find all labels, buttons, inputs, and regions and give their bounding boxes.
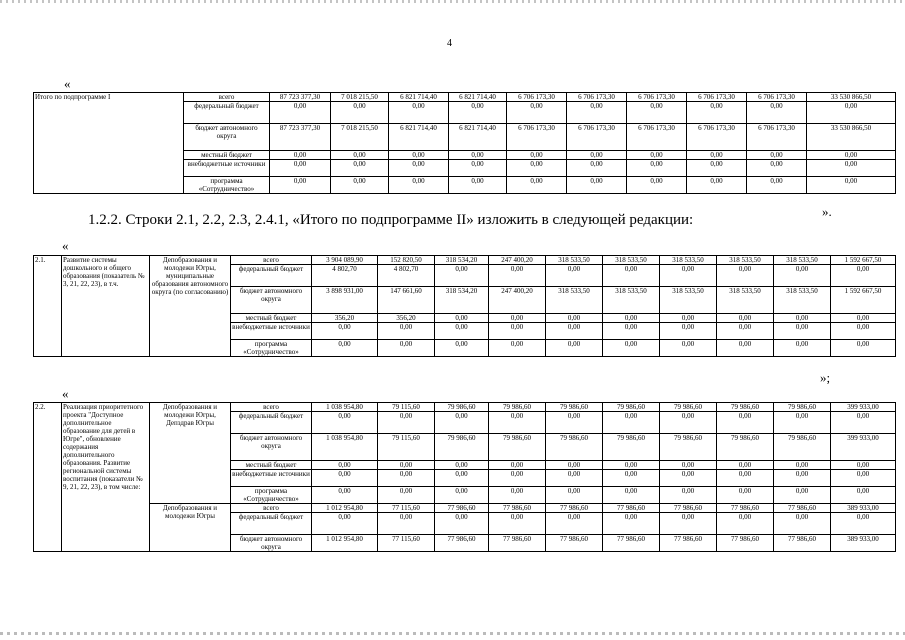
amount-cell: 0,00 (687, 160, 747, 177)
amount-cell: 33 530 866,50 (807, 93, 896, 102)
amount-cell: 0,00 (489, 265, 546, 287)
amount-cell: 6 706 173,30 (687, 124, 747, 151)
amount-cell: 77 986,60 (774, 504, 831, 513)
amount-cell: 0,00 (831, 412, 896, 434)
amount-cell: 33 530 866,50 (807, 124, 896, 151)
funding-source: федеральный бюджет (231, 265, 312, 287)
funding-source: программа «Сотрудничество» (184, 177, 270, 194)
amount-cell: 1 592 667,50 (831, 287, 896, 314)
amount-cell: 0,00 (717, 487, 774, 504)
amount-cell: 0,00 (378, 470, 435, 487)
close-quote-1: ». (822, 204, 832, 219)
amount-cell: 0,00 (449, 151, 507, 160)
amount-cell: 356,20 (312, 314, 378, 323)
amount-cell: 79 986,60 (774, 434, 831, 461)
executor: Депобразования и молодежи Югры, муниципальные образования автономного округа (по согласованию) (150, 256, 231, 357)
amount-cell: 0,00 (546, 323, 603, 340)
amount-cell: 0,00 (603, 470, 660, 487)
amount-cell: 6 706 173,30 (687, 93, 747, 102)
amount-cell: 0,00 (389, 177, 449, 194)
funding-source: всего (231, 256, 312, 265)
amount-cell: 0,00 (567, 160, 627, 177)
amount-cell: 77 986,60 (603, 535, 660, 552)
amount-cell: 0,00 (717, 265, 774, 287)
scan-edge-bottom (0, 632, 905, 635)
amount-cell: 0,00 (807, 160, 896, 177)
amount-cell: 79 986,60 (603, 434, 660, 461)
amount-cell: 1 012 954,80 (312, 535, 378, 552)
amount-cell: 0,00 (449, 160, 507, 177)
funding-source: бюджет автономного округа (231, 287, 312, 314)
amount-cell: 0,00 (489, 470, 546, 487)
amount-cell: 79 986,60 (660, 434, 717, 461)
amount-cell: 0,00 (389, 102, 449, 124)
amount-cell: 0,00 (627, 151, 687, 160)
amount-cell: 79 986,60 (717, 403, 774, 412)
amount-cell: 6 706 173,30 (627, 124, 687, 151)
amount-cell: 0,00 (449, 177, 507, 194)
amount-cell: 0,00 (603, 461, 660, 470)
amount-cell: 0,00 (747, 151, 807, 160)
amount-cell: 247 400,20 (489, 256, 546, 265)
amount-cell: 0,00 (378, 513, 435, 535)
amount-cell: 0,00 (546, 513, 603, 535)
amount-cell: 147 661,60 (378, 287, 435, 314)
amount-cell: 0,00 (627, 160, 687, 177)
amount-cell: 79 115,60 (378, 403, 435, 412)
amount-cell: 247 400,20 (489, 287, 546, 314)
amount-cell: 0,00 (378, 340, 435, 357)
amount-cell: 0,00 (774, 412, 831, 434)
funding-source: внебюджетные источники (231, 470, 312, 487)
amount-cell: 1 038 954,80 (312, 403, 378, 412)
funding-source: бюджет автономного округа (231, 434, 312, 461)
amount-cell: 0,00 (660, 470, 717, 487)
amount-cell: 399 933,00 (831, 434, 896, 461)
amount-cell: 79 986,60 (774, 403, 831, 412)
amount-cell: 318 533,50 (603, 287, 660, 314)
amount-cell: 0,00 (435, 265, 489, 287)
amount-cell: 77 986,60 (774, 535, 831, 552)
amount-cell: 6 706 173,30 (567, 93, 627, 102)
amount-cell: 0,00 (831, 487, 896, 504)
amount-cell: 6 821 714,40 (389, 93, 449, 102)
amount-cell: 0,00 (660, 314, 717, 323)
funding-source: бюджет автономного округа (231, 535, 312, 552)
table-row (34, 93, 896, 102)
amount-cell: 318 534,20 (435, 287, 489, 314)
funding-source: всего (231, 504, 312, 513)
amount-cell: 318 533,50 (717, 287, 774, 314)
amount-cell: 0,00 (546, 487, 603, 504)
amount-cell: 318 533,50 (774, 287, 831, 314)
amount-cell: 79 986,60 (435, 403, 489, 412)
amount-cell: 0,00 (831, 340, 896, 357)
amount-cell: 0,00 (831, 461, 896, 470)
amount-cell: 0,00 (717, 513, 774, 535)
amount-cell: 0,00 (331, 160, 389, 177)
amount-cell: 0,00 (660, 323, 717, 340)
amount-cell: 0,00 (603, 412, 660, 434)
row-2-1-table (33, 255, 896, 357)
measure-name: Развитие системы дошкольного и общего образования (показатель № 3, 21, 22, 23), в т.ч. (62, 256, 150, 357)
amount-cell: 0,00 (807, 151, 896, 160)
amount-cell: 0,00 (774, 470, 831, 487)
amount-cell: 0,00 (546, 265, 603, 287)
amount-cell: 389 933,00 (831, 535, 896, 552)
funding-source: федеральный бюджет (184, 102, 270, 124)
amount-cell: 0,00 (435, 487, 489, 504)
amount-cell: 0,00 (660, 513, 717, 535)
amount-cell: 77 986,60 (435, 535, 489, 552)
amount-cell: 0,00 (567, 151, 627, 160)
amount-cell: 77 986,60 (660, 504, 717, 513)
amount-cell: 0,00 (546, 314, 603, 323)
amount-cell: 0,00 (489, 513, 546, 535)
amount-cell: 6 821 714,40 (449, 124, 507, 151)
funding-source: бюджет автономного округа (184, 124, 270, 151)
funding-source: программа «Сотрудничество» (231, 340, 312, 357)
amount-cell: 3 904 089,90 (312, 256, 378, 265)
amount-cell: 77 115,60 (378, 504, 435, 513)
amount-cell: 79 986,60 (546, 403, 603, 412)
funding-source: федеральный бюджет (231, 513, 312, 535)
amount-cell: 0,00 (807, 177, 896, 194)
amount-cell: 0,00 (389, 160, 449, 177)
amount-cell: 0,00 (687, 102, 747, 124)
amount-cell: 0,00 (489, 340, 546, 357)
amount-cell: 0,00 (435, 470, 489, 487)
amount-cell: 0,00 (449, 102, 507, 124)
amount-cell: 0,00 (435, 461, 489, 470)
amount-cell: 79 986,60 (546, 434, 603, 461)
amount-cell: 0,00 (489, 487, 546, 504)
amount-cell: 0,00 (378, 412, 435, 434)
amount-cell: 1 592 667,50 (831, 256, 896, 265)
amendment-heading: 1.2.2. Строки 2.1, 2.2, 2.3, 2.4.1, «Итого по подпрограмме II» изложить в следующей редакции: (88, 212, 694, 228)
executor: Депобразования и молодежи Югры, Депздрав Югры (150, 403, 231, 504)
amount-cell: 318 533,50 (660, 256, 717, 265)
amount-cell: 0,00 (489, 323, 546, 340)
funding-source: внебюджетные источники (184, 160, 270, 177)
subprogram-label: Итого по подпрограмме I (34, 93, 184, 194)
amount-cell: 0,00 (660, 461, 717, 470)
amount-cell: 0,00 (331, 102, 389, 124)
amount-cell: 0,00 (312, 487, 378, 504)
amount-cell: 0,00 (270, 177, 331, 194)
amount-cell: 0,00 (312, 470, 378, 487)
amount-cell: 0,00 (831, 323, 896, 340)
amount-cell: 0,00 (717, 323, 774, 340)
amount-cell: 318 533,50 (603, 256, 660, 265)
amount-cell: 79 115,60 (378, 434, 435, 461)
amount-cell: 0,00 (546, 340, 603, 357)
amount-cell: 6 706 173,30 (747, 124, 807, 151)
amount-cell: 0,00 (774, 323, 831, 340)
funding-source: всего (184, 93, 270, 102)
amount-cell: 77 115,60 (378, 535, 435, 552)
amount-cell: 4 802,70 (378, 265, 435, 287)
amount-cell: 0,00 (774, 461, 831, 470)
funding-source: федеральный бюджет (231, 412, 312, 434)
amount-cell: 0,00 (435, 513, 489, 535)
amount-cell: 318 533,50 (546, 256, 603, 265)
amount-cell: 0,00 (831, 513, 896, 535)
amount-cell: 0,00 (831, 265, 896, 287)
amount-cell: 77 986,60 (489, 504, 546, 513)
amount-cell: 79 986,60 (489, 434, 546, 461)
row-number: 2.2. (34, 403, 62, 552)
amount-cell: 77 986,60 (546, 535, 603, 552)
table-row (34, 403, 896, 412)
amount-cell: 1 038 954,80 (312, 434, 378, 461)
amount-cell: 0,00 (312, 412, 378, 434)
amount-cell: 0,00 (270, 160, 331, 177)
amount-cell: 0,00 (774, 314, 831, 323)
amount-cell: 0,00 (312, 323, 378, 340)
amount-cell: 0,00 (435, 323, 489, 340)
amount-cell: 0,00 (603, 487, 660, 504)
amount-cell: 87 723 377,30 (270, 124, 331, 151)
amount-cell: 318 534,20 (435, 256, 489, 265)
amount-cell: 0,00 (774, 265, 831, 287)
amount-cell: 6 706 173,30 (507, 124, 567, 151)
amount-cell: 399 933,00 (831, 403, 896, 412)
scan-edge-top (0, 0, 905, 3)
amount-cell: 3 898 931,00 (312, 287, 378, 314)
funding-source: местный бюджет (184, 151, 270, 160)
funding-source: местный бюджет (231, 461, 312, 470)
amount-cell: 79 986,60 (717, 434, 774, 461)
amount-cell: 318 533,50 (717, 256, 774, 265)
amount-cell: 0,00 (270, 151, 331, 160)
amount-cell: 0,00 (774, 487, 831, 504)
amount-cell: 0,00 (489, 461, 546, 470)
amount-cell: 6 706 173,30 (567, 124, 627, 151)
amount-cell: 0,00 (717, 314, 774, 323)
amount-cell: 0,00 (627, 177, 687, 194)
amount-cell: 0,00 (717, 412, 774, 434)
amount-cell: 0,00 (807, 102, 896, 124)
amount-cell: 0,00 (747, 177, 807, 194)
amount-cell: 0,00 (831, 470, 896, 487)
amount-cell: 152 820,50 (378, 256, 435, 265)
amount-cell: 0,00 (507, 102, 567, 124)
amount-cell: 0,00 (546, 412, 603, 434)
amount-cell: 7 018 215,50 (331, 124, 389, 151)
amount-cell: 0,00 (660, 265, 717, 287)
executor: Депобразования и молодежи Югры (150, 504, 231, 552)
funding-source: внебюджетные источники (231, 323, 312, 340)
amount-cell: 77 986,60 (603, 504, 660, 513)
amount-cell: 6 821 714,40 (389, 124, 449, 151)
amount-cell: 356,20 (378, 314, 435, 323)
amount-cell: 1 012 954,80 (312, 504, 378, 513)
amount-cell: 0,00 (831, 314, 896, 323)
measure-name: Реализация приоритетного проекта "Доступное дополнительное образование для детей в Югре", обновление содержания дополнительного образования. Развитие региональной системы воспитания (показатели № 9, 21, 22, 23), в том числе: (62, 403, 150, 552)
amount-cell: 0,00 (747, 160, 807, 177)
amount-cell: 0,00 (717, 461, 774, 470)
amount-cell: 79 986,60 (435, 434, 489, 461)
amount-cell: 0,00 (312, 461, 378, 470)
amount-cell: 0,00 (603, 340, 660, 357)
amount-cell: 0,00 (603, 265, 660, 287)
amount-cell: 77 986,60 (435, 504, 489, 513)
amount-cell: 77 986,60 (717, 504, 774, 513)
amount-cell: 6 821 714,40 (449, 93, 507, 102)
amount-cell: 6 706 173,30 (627, 93, 687, 102)
amount-cell: 0,00 (660, 340, 717, 357)
funding-source: всего (231, 403, 312, 412)
amount-cell: 0,00 (687, 177, 747, 194)
amount-cell: 0,00 (507, 151, 567, 160)
amount-cell: 0,00 (603, 513, 660, 535)
amount-cell: 0,00 (507, 177, 567, 194)
open-quote-2: « (62, 238, 69, 253)
amount-cell: 6 706 173,30 (747, 93, 807, 102)
amount-cell: 0,00 (270, 102, 331, 124)
amount-cell: 0,00 (378, 461, 435, 470)
amount-cell: 0,00 (312, 340, 378, 357)
amount-cell: 0,00 (717, 470, 774, 487)
amount-cell: 0,00 (774, 340, 831, 357)
page-number: 4 (447, 38, 452, 49)
amount-cell: 0,00 (489, 412, 546, 434)
amount-cell: 0,00 (567, 102, 627, 124)
amount-cell: 318 533,50 (546, 287, 603, 314)
amount-cell: 0,00 (747, 102, 807, 124)
table-row (34, 256, 896, 265)
close-quote-2: »; (820, 370, 831, 385)
amount-cell: 79 986,60 (660, 403, 717, 412)
amount-cell: 318 533,50 (660, 287, 717, 314)
amount-cell: 0,00 (507, 160, 567, 177)
amount-cell: 77 986,60 (660, 535, 717, 552)
subprogram-1-total-table (33, 92, 896, 194)
amount-cell: 0,00 (774, 513, 831, 535)
amount-cell: 0,00 (312, 513, 378, 535)
amount-cell: 0,00 (435, 340, 489, 357)
amount-cell: 0,00 (660, 412, 717, 434)
amount-cell: 0,00 (378, 487, 435, 504)
amount-cell: 318 533,50 (774, 256, 831, 265)
amount-cell: 0,00 (627, 102, 687, 124)
amount-cell: 0,00 (567, 177, 627, 194)
amount-cell: 0,00 (435, 412, 489, 434)
amount-cell: 6 706 173,30 (507, 93, 567, 102)
amount-cell: 0,00 (546, 470, 603, 487)
amount-cell: 0,00 (331, 151, 389, 160)
amount-cell: 0,00 (603, 323, 660, 340)
amount-cell: 0,00 (378, 323, 435, 340)
amount-cell: 4 802,70 (312, 265, 378, 287)
amount-cell: 77 986,60 (489, 535, 546, 552)
amount-cell: 79 986,60 (489, 403, 546, 412)
funding-source: местный бюджет (231, 314, 312, 323)
amount-cell: 0,00 (435, 314, 489, 323)
table-row (34, 504, 896, 513)
amount-cell: 79 986,60 (603, 403, 660, 412)
amount-cell: 0,00 (331, 177, 389, 194)
amount-cell: 0,00 (546, 461, 603, 470)
row-number: 2.1. (34, 256, 62, 357)
amount-cell: 0,00 (603, 314, 660, 323)
amount-cell: 87 723 377,30 (270, 93, 331, 102)
amount-cell: 77 986,60 (546, 504, 603, 513)
funding-source: программа «Сотрудничество» (231, 487, 312, 504)
amount-cell: 7 018 215,50 (331, 93, 389, 102)
amount-cell: 389 933,00 (831, 504, 896, 513)
amount-cell: 0,00 (687, 151, 747, 160)
open-quote-3: « (62, 386, 69, 401)
amount-cell: 0,00 (389, 151, 449, 160)
row-2-2-table (33, 402, 896, 552)
amount-cell: 0,00 (717, 340, 774, 357)
open-quote-1: « (64, 76, 71, 91)
amount-cell: 0,00 (489, 314, 546, 323)
amount-cell: 77 986,60 (717, 535, 774, 552)
amount-cell: 0,00 (660, 487, 717, 504)
